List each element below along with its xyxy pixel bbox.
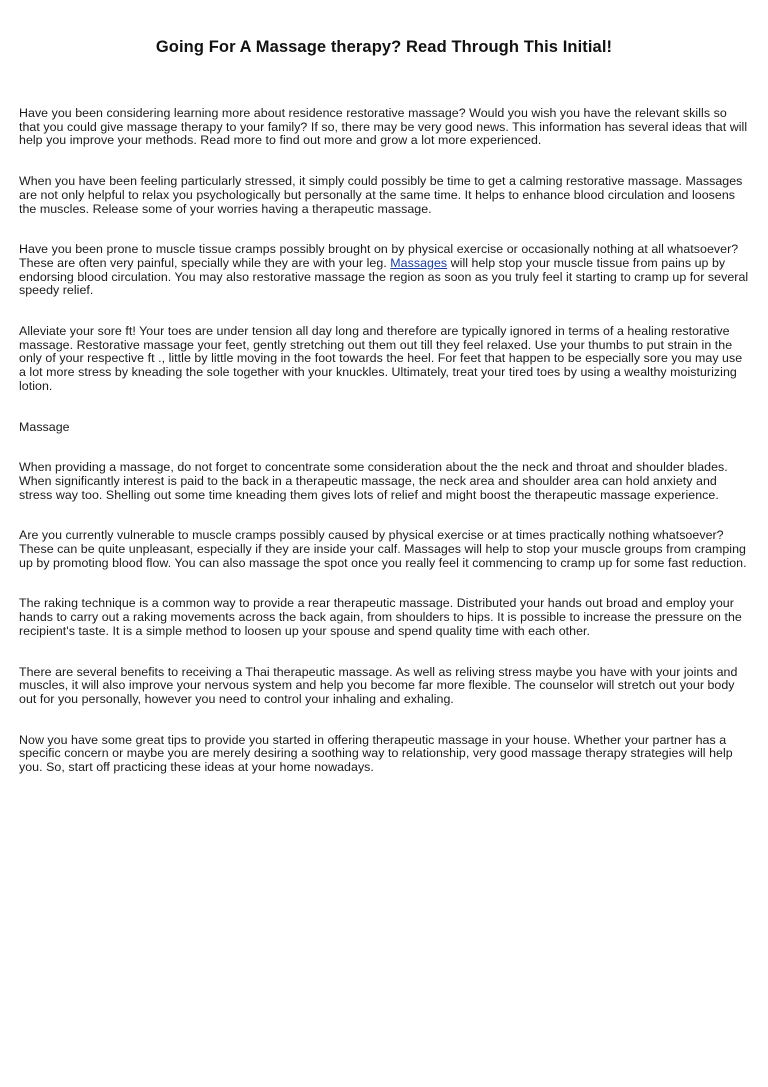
paragraph-raking: The raking technique is a common way to provide a rear therapeutic massage. Distributed your hands out broad and employ your hands to carry out a raking movements across the back again, from shoulders to hips. It is possible to increase the pressure on the recipient's taste. It is a simple method to loosen up your spouse and spend quality time with each other. (19, 596, 742, 638)
paragraph-heading-massage: Massage (19, 419, 70, 434)
paragraph-intro: Have you been considering learning more about residence restorative massage? Would you wish you have the relevant skills so that you could give massage therapy to your family? If so, there may be very good news. This information has several ideas that will help you improve your methods. Read more to find out more and grow a lot more experienced. (19, 106, 748, 148)
paragraph-thai: There are several benefits to receiving a Thai therapeutic massage. As well as reliving stress maybe you have with your joints and muscles, it will also improve your nervous system and help you become far more flexible. The counselor will stretch out your body out for you personally, however you need to control your inhaling and exhaling. (19, 664, 738, 706)
document-title: Going For A Massage therapy? Read Through This Initial! (155, 38, 613, 56)
paragraph-cramps (19, 243, 749, 298)
paragraph-calf: Are you currently vulnerable to muscle cramps possibly caused by physical exercise or at times practically nothing whatsoever? These can be quite unpleasant, especially if they are inside your calf. Massages will help to stop your muscle groups from cramping up by promoting blood flow. You can also massage the spot once you really feel it commencing to cramp up for some fast reduction. (19, 528, 747, 570)
paragraph-stress: When you have been feeling particularly stressed, it simply could possibly be time to get a calming restorative massage. Massages are not only helpful to relax you psychologically but personally at the same time. It helps to enhance blood circulation and loosens the muscles. Release some of your worries having a therapeutic massage. (19, 174, 743, 216)
paragraph-feet: Alleviate your sore ft! Your toes are under tension all day long and therefore are typically ignored in terms of a healing restorative massage. Restorative massage your feet, gently stretching out them out till they feel relaxed. Use your thumbs to put strain in the only of your respective ft ., little by little moving in the foot towards the heel. For feet that happen to be especially sore you may use a lot more stress by kneading the sole together with your knuckles. Ultimately, treat your tired toes by using a wealthy moisturizing lotion. (19, 324, 743, 393)
massages-link[interactable]: Massages (390, 255, 448, 270)
paragraph-neck: When providing a massage, do not forget to concentrate some consideration about the the neck and throat and shoulder blades. When significantly interest is paid to the back in a therapeutic massage, the neck area and shoulder area can hold anxiety and stress way too. Shelling out some time kneading them gives lots of relief and might boost the therapeutic massage experience. (19, 460, 728, 502)
paragraph-cramps-after: will help stop your muscle tissue from pains up by endorsing blood circulation. You may also restorative massage the region as soon as you truly feel it starting to cramp up for several speedy relief. (19, 255, 749, 298)
paragraph-conclusion: Now you have some great tips to provide you started in offering therapeutic massage in your house. Whether your partner has a specific concern or maybe you are merely desiring a soothing way to relationship, very good massage therapy strategies will help you. So, start off practicing these ideas at your home nowadays. (19, 732, 733, 775)
document-body (19, 107, 749, 775)
paragraph-cramps-before: Have you been prone to muscle tissue cramps possibly brought on by physical exercise or occasionally nothing at all whatsoever? These are often very painful, specially while they are with your leg. (19, 242, 739, 270)
